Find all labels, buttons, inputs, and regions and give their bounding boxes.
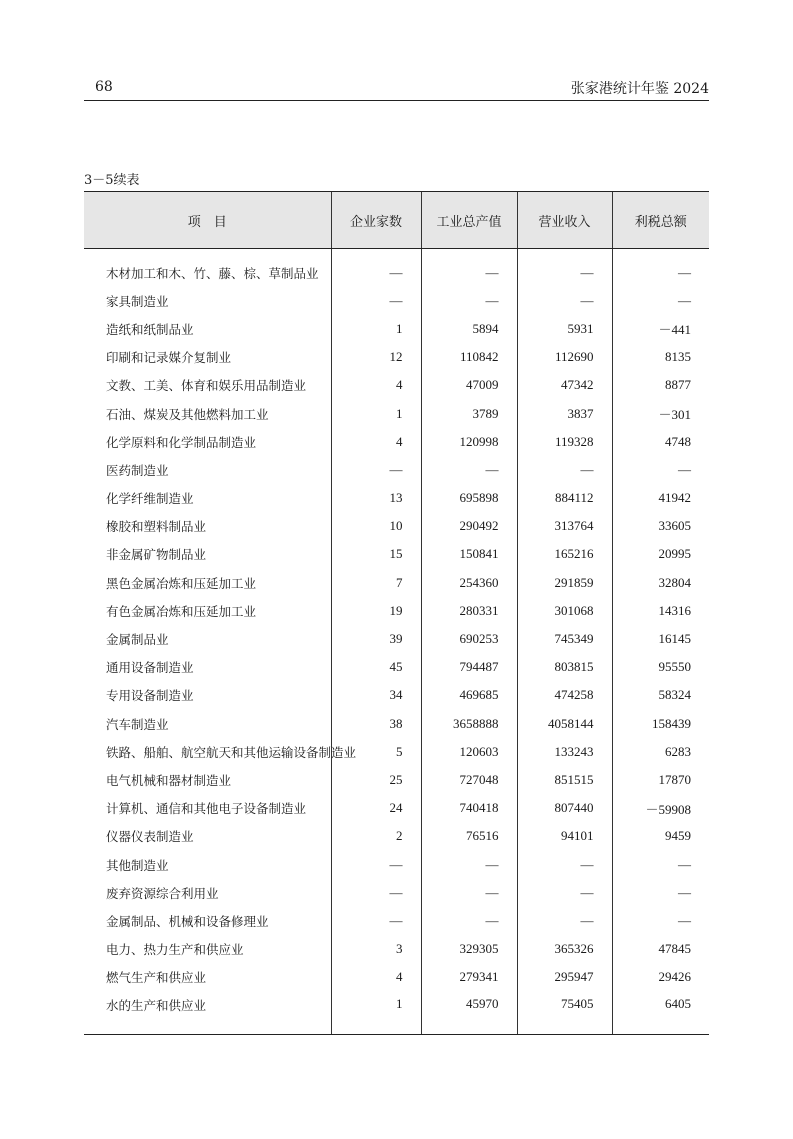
value-cell: 4748: [612, 428, 709, 456]
value-cell: 15: [331, 540, 421, 568]
industry-name-cell: 燃气生产和供应业: [106, 970, 207, 986]
value-cell: 6405: [612, 991, 709, 1035]
industry-name-cell: 电力、热力生产和供应业: [106, 942, 244, 958]
value-cell: 4: [331, 963, 421, 991]
value-cell: —: [331, 907, 421, 935]
value-cell: 254360: [421, 569, 517, 597]
value-cell: 13: [331, 484, 421, 512]
value-cell: 5: [331, 738, 421, 766]
value-cell: —: [421, 259, 517, 287]
value-cell: 133243: [517, 738, 612, 766]
value-cell: 290492: [421, 512, 517, 540]
value-cell: 313764: [517, 512, 612, 540]
table-row: [84, 343, 709, 371]
value-cell: 803815: [517, 653, 612, 681]
value-cell: —: [421, 907, 517, 935]
value-cell: 329305: [421, 935, 517, 963]
value-cell: 47009: [421, 371, 517, 399]
value-cell: 3658888: [421, 710, 517, 738]
value-cell: —: [517, 456, 612, 484]
table-row: [84, 850, 709, 878]
value-cell: 24: [331, 794, 421, 822]
column-header-profit-tax: 利税总额: [612, 192, 709, 249]
value-cell: 39: [331, 625, 421, 653]
value-cell: 112690: [517, 343, 612, 371]
value-cell: 17870: [612, 766, 709, 794]
column-header-enterprises: 企业家数: [331, 192, 421, 249]
value-cell: 1: [331, 399, 421, 427]
value-cell: 5894: [421, 315, 517, 343]
value-cell: －59908: [612, 794, 709, 822]
value-cell: —: [612, 456, 709, 484]
value-cell: 301068: [517, 597, 612, 625]
value-cell: 4: [331, 428, 421, 456]
value-cell: 8877: [612, 371, 709, 399]
table-row: [84, 879, 709, 907]
value-cell: 365326: [517, 935, 612, 963]
value-cell: 740418: [421, 794, 517, 822]
value-cell: 34: [331, 681, 421, 709]
value-cell: —: [517, 287, 612, 315]
table-row: [84, 428, 709, 456]
value-cell: 851515: [517, 766, 612, 794]
industry-name-cell: 通用设备制造业: [106, 660, 194, 676]
value-cell: —: [331, 850, 421, 878]
industry-name-cell: 废弃资源综合利用业: [106, 885, 219, 901]
industry-name-cell: 黑色金属冶炼和压延加工业: [106, 575, 257, 591]
value-cell: 7: [331, 569, 421, 597]
header-rule: [84, 100, 709, 101]
table-row: [84, 653, 709, 681]
value-cell: 4: [331, 371, 421, 399]
table-row: [84, 935, 709, 963]
value-cell: 4058144: [517, 710, 612, 738]
value-cell: 291859: [517, 569, 612, 597]
table-row: [84, 625, 709, 653]
value-cell: 165216: [517, 540, 612, 568]
value-cell: 25: [331, 766, 421, 794]
table-row: [84, 681, 709, 709]
table-row: [84, 540, 709, 568]
value-cell: —: [612, 879, 709, 907]
industry-name-cell: 造纸和纸制品业: [106, 321, 194, 337]
table-row: [84, 456, 709, 484]
table-row: [84, 963, 709, 991]
value-cell: 280331: [421, 597, 517, 625]
value-cell: —: [331, 259, 421, 287]
value-cell: 884112: [517, 484, 612, 512]
table-row: [84, 315, 709, 343]
value-cell: —: [421, 879, 517, 907]
table-row: [84, 597, 709, 625]
statistics-table: [84, 191, 709, 1035]
table-row: [84, 569, 709, 597]
industry-name-cell: 其他制造业: [106, 857, 169, 873]
value-cell: 8135: [612, 343, 709, 371]
table-row: [84, 512, 709, 540]
value-cell: 58324: [612, 681, 709, 709]
value-cell: 20995: [612, 540, 709, 568]
value-cell: 19: [331, 597, 421, 625]
industry-name-cell: 化学纤维制造业: [106, 491, 194, 507]
industry-name-cell: 汽车制造业: [106, 716, 169, 732]
value-cell: 474258: [517, 681, 612, 709]
table-row: [84, 822, 709, 850]
value-cell: 119328: [517, 428, 612, 456]
value-cell: 1: [331, 315, 421, 343]
value-cell: —: [331, 879, 421, 907]
industry-name-cell: 木材加工和木、竹、藤、棕、草制品业: [106, 265, 319, 281]
value-cell: —: [517, 259, 612, 287]
value-cell: 10: [331, 512, 421, 540]
value-cell: —: [612, 259, 709, 287]
value-cell: 45: [331, 653, 421, 681]
value-cell: 120603: [421, 738, 517, 766]
value-cell: 32804: [612, 569, 709, 597]
industry-name-cell: 非金属矿物制品业: [106, 547, 207, 563]
industry-name-cell: 计算机、通信和其他电子设备制造业: [106, 801, 307, 817]
value-cell: —: [517, 907, 612, 935]
table-row: [84, 371, 709, 399]
value-cell: 727048: [421, 766, 517, 794]
value-cell: 3837: [517, 399, 612, 427]
value-cell: 94101: [517, 822, 612, 850]
value-cell: —: [517, 850, 612, 878]
value-cell: 9459: [612, 822, 709, 850]
table-header-row: [84, 192, 709, 249]
value-cell: 1: [331, 991, 421, 1035]
value-cell: 5931: [517, 315, 612, 343]
industry-name-cell: 文教、工美、体育和娱乐用品制造业: [106, 378, 307, 394]
book-title: 张家港统计年鉴 2024: [570, 81, 709, 97]
industry-name-cell: 家具制造业: [106, 293, 169, 309]
value-cell: 695898: [421, 484, 517, 512]
industry-name-cell: 铁路、船舶、航空航天和其他运输设备制造业: [106, 744, 357, 760]
table-row: [84, 399, 709, 427]
value-cell: 38: [331, 710, 421, 738]
value-cell: 2: [331, 822, 421, 850]
industry-name-cell: 有色金属冶炼和压延加工业: [106, 603, 257, 619]
value-cell: 14316: [612, 597, 709, 625]
table-row: [84, 259, 709, 287]
value-cell: —: [331, 456, 421, 484]
value-cell: —: [612, 907, 709, 935]
value-cell: 150841: [421, 540, 517, 568]
value-cell: —: [612, 287, 709, 315]
industry-name-cell: 医药制造业: [106, 462, 169, 478]
table-row: [84, 710, 709, 738]
value-cell: 95550: [612, 653, 709, 681]
value-cell: —: [517, 879, 612, 907]
value-cell: 3: [331, 935, 421, 963]
value-cell: —: [421, 850, 517, 878]
value-cell: 120998: [421, 428, 517, 456]
industry-name-cell: 仪器仪表制造业: [106, 829, 194, 845]
industry-name-cell: 印刷和记录媒介复制业: [106, 350, 232, 366]
value-cell: —: [421, 456, 517, 484]
value-cell: 76516: [421, 822, 517, 850]
value-cell: 6283: [612, 738, 709, 766]
table-row: [84, 794, 709, 822]
value-cell: 794487: [421, 653, 517, 681]
value-cell: 110842: [421, 343, 517, 371]
value-cell: 295947: [517, 963, 612, 991]
table-row: [84, 484, 709, 512]
table-row: [84, 738, 709, 766]
value-cell: 690253: [421, 625, 517, 653]
industry-name-cell: 水的生产和供应业: [84, 991, 331, 1035]
value-cell: 33605: [612, 512, 709, 540]
page-number: 68: [95, 79, 113, 95]
column-header-output-value: 工业总产值: [421, 192, 517, 249]
value-cell: 45970: [421, 991, 517, 1035]
value-cell: 12: [331, 343, 421, 371]
column-header-revenue: 营业收入: [517, 192, 612, 249]
value-cell: －441: [612, 315, 709, 343]
table-caption: 3－5续表: [84, 173, 140, 188]
industry-name-cell: 金属制品、机械和设备修理业: [106, 913, 269, 929]
value-cell: —: [421, 287, 517, 315]
table-row: [84, 287, 709, 315]
value-cell: －301: [612, 399, 709, 427]
value-cell: 75405: [517, 991, 612, 1035]
industry-name-cell: 电气机械和器材制造业: [106, 772, 232, 788]
industry-name-cell: 专用设备制造业: [106, 688, 194, 704]
column-header-item: 项 目: [84, 192, 331, 249]
value-cell: 41942: [612, 484, 709, 512]
value-cell: 807440: [517, 794, 612, 822]
industry-name-cell: 金属制品业: [106, 632, 169, 648]
value-cell: 3789: [421, 399, 517, 427]
table-row: [84, 766, 709, 794]
table-row: [84, 907, 709, 935]
value-cell: 279341: [421, 963, 517, 991]
value-cell: 469685: [421, 681, 517, 709]
table-row: [84, 991, 709, 1035]
spacer-row: [84, 249, 709, 259]
value-cell: —: [331, 287, 421, 315]
value-cell: 158439: [612, 710, 709, 738]
value-cell: 745349: [517, 625, 612, 653]
industry-name-cell: 石油、煤炭及其他燃料加工业: [106, 406, 269, 422]
value-cell: 47342: [517, 371, 612, 399]
value-cell: 47845: [612, 935, 709, 963]
industry-name-cell: 橡胶和塑料制品业: [106, 519, 207, 535]
value-cell: —: [612, 850, 709, 878]
industry-name-cell: 化学原料和化学制品制造业: [106, 434, 257, 450]
value-cell: 16145: [612, 625, 709, 653]
value-cell: 29426: [612, 963, 709, 991]
